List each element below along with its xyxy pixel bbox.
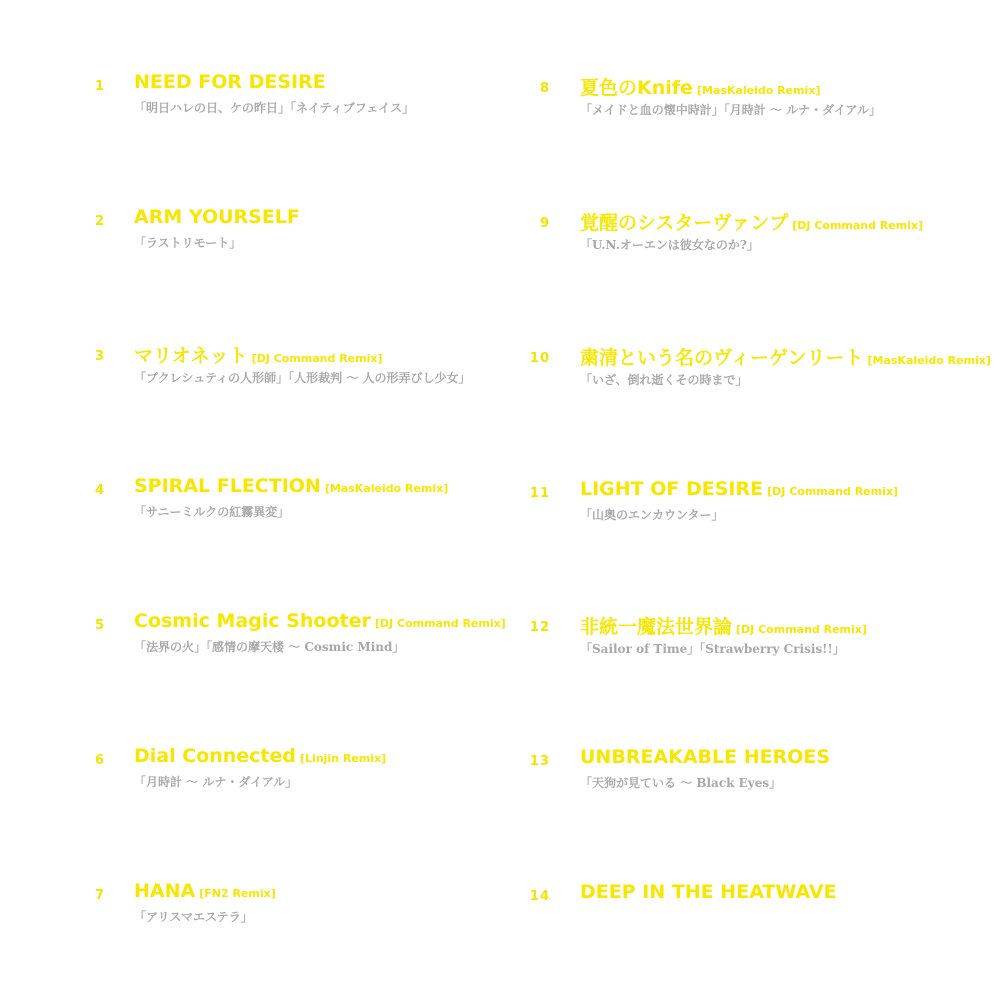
track-title-text: DEEP IN THE HEATWAVE bbox=[580, 881, 837, 903]
track-number: 3 bbox=[95, 349, 106, 364]
track-remix: [DJ Command Remix] bbox=[251, 352, 383, 365]
track-source: 「月時計 〜 ルナ・ダイアル」 bbox=[134, 775, 298, 789]
track-remix: [Linjin Remix] bbox=[300, 752, 387, 765]
track-source: 「U.N.オーエンは彼女なのか?」 bbox=[580, 238, 759, 252]
track-title bbox=[580, 881, 837, 903]
track-source: 「いざ、倒れ逝くその時まで」 bbox=[580, 373, 748, 387]
track-source: 「メイドと血の懐中時計」「月時計 〜 ルナ・ダイアル」 bbox=[580, 103, 882, 117]
track-title-text: NEED FOR DESIRE bbox=[134, 71, 326, 93]
track-title bbox=[134, 880, 276, 902]
track-number: 6 bbox=[95, 753, 106, 768]
track-title bbox=[580, 478, 898, 500]
track-title-text: 覚醒のシスターヴァンプ bbox=[580, 212, 789, 234]
track-title-text: 粛清という名のヴィーゲンリート bbox=[580, 347, 864, 369]
track-number: 13 bbox=[529, 754, 550, 769]
track-source: 「山奥のエンカウンター」 bbox=[580, 508, 724, 522]
track-title-text: LIGHT OF DESIRE bbox=[580, 478, 764, 500]
track-title bbox=[134, 475, 448, 497]
track-remix: [DJ Command Remix] bbox=[792, 219, 924, 232]
track-remix: [DJ Command Remix] bbox=[767, 485, 898, 498]
track-title bbox=[580, 343, 991, 370]
track-title bbox=[580, 746, 830, 768]
track-title bbox=[134, 206, 300, 228]
track-remix: [DJ Command Remix] bbox=[374, 617, 506, 630]
track-title bbox=[580, 208, 923, 235]
track-number: 4 bbox=[95, 483, 106, 498]
track-number: 11 bbox=[529, 486, 550, 501]
track-number: 10 bbox=[529, 351, 550, 366]
track-source: 「ラストリモート」 bbox=[134, 236, 242, 250]
track-remix: [MasKaleido Remix] bbox=[696, 84, 821, 97]
track-number: 1 bbox=[95, 79, 106, 94]
track-title-text: Dial Connected bbox=[134, 745, 297, 767]
track-title-text: 非統一魔法世界論 bbox=[580, 616, 733, 638]
track-title bbox=[134, 745, 386, 767]
track-title bbox=[580, 73, 820, 100]
track-title-text: マリオネット bbox=[134, 345, 248, 367]
track-title bbox=[134, 610, 506, 632]
track-title-text: ARM YOURSELF bbox=[134, 206, 300, 228]
track-title bbox=[580, 612, 867, 639]
track-title bbox=[134, 71, 326, 93]
track-number: 12 bbox=[529, 620, 550, 635]
track-source: 「Sailor of Time」「Strawberry Crisis!!」 bbox=[580, 642, 845, 656]
track-title-text: Cosmic Magic Shooter bbox=[134, 610, 371, 632]
track-number: 7 bbox=[95, 888, 106, 903]
track-number: 5 bbox=[95, 618, 106, 633]
track-title-text: UNBREAKABLE HEROES bbox=[580, 746, 831, 768]
track-title-text: 夏色のKnife bbox=[580, 77, 693, 99]
track-remix: [DJ Command Remix] bbox=[736, 623, 867, 636]
track-source: 「明日ハレの日、ケの昨日」「ネイティブフェイス」 bbox=[134, 101, 415, 115]
track-title-text: SPIRAL FLECTION bbox=[134, 475, 321, 497]
track-source: 「天狗が見ている 〜 Black Eyes」 bbox=[580, 776, 782, 790]
track-title bbox=[134, 341, 383, 368]
track-source: 「サニーミルクの紅霧異変」 bbox=[134, 505, 290, 519]
track-remix: [MasKaleido Remix] bbox=[324, 482, 449, 495]
track-remix: [FN2 Remix] bbox=[199, 887, 276, 900]
track-number: 2 bbox=[95, 214, 106, 229]
track-number: 14 bbox=[529, 889, 550, 904]
track-title-text: HANA bbox=[134, 880, 196, 902]
track-source: 「アリスマエステラ」 bbox=[134, 910, 253, 924]
track-source: 「法界の火」「感情の摩天楼 〜 Cosmic Mind」 bbox=[134, 640, 405, 654]
track-remix: [MasKaleido Remix] bbox=[867, 354, 991, 367]
track-source: 「ブクレシュティの人形師」「人形裁判 〜 人の形弄びし少女」 bbox=[134, 371, 471, 385]
track-number: 9 bbox=[539, 216, 550, 231]
track-number: 8 bbox=[539, 81, 550, 96]
